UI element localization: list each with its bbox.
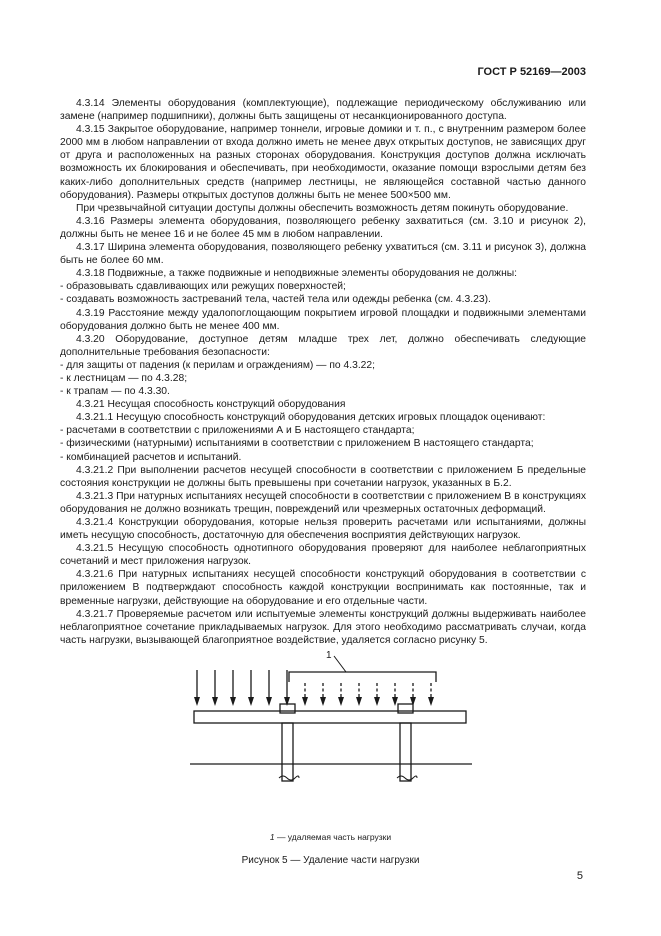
paragraph: 4.3.21.5 Несущую способность однотипного оборудования проверяют для наиболее неблагоприятных сочетаний и мест приложения нагрузок. xyxy=(60,543,586,568)
figure-caption: Рисунок 5 — Удаление части нагрузки xyxy=(241,855,420,866)
right-support-cap xyxy=(398,704,413,713)
paragraph: 4.3.20 Оборудование, доступное детям младше трех лет, должно обеспечивать следующие дополнительные требования безопасности: xyxy=(60,333,586,358)
callout-leader xyxy=(334,656,346,672)
paragraph: - расчетами в соответствии с приложениями А и Б настоящего стандарта; xyxy=(60,425,415,437)
paragraph: При чрезвычайной ситуации доступы должны обеспечить возможность детям покинуть оборудование. xyxy=(76,202,569,214)
paragraph: 4.3.18 Подвижные, а также подвижные и неподвижные элементы оборудования не должны: xyxy=(76,268,518,280)
paragraph: 4.3.21.4 Конструкции оборудования, которые нельзя проверить расчетами или испытаниями, должны иметь несущую способность, достаточную для обеспечения восприятия действующих нагрузок. xyxy=(60,517,586,542)
paragraph: - комбинацией расчетов и испытаний. xyxy=(60,451,242,463)
paragraph: 4.3.17 Ширина элемента оборудования, позволяющего ребенку ухватиться (см. 3.11 и рисунок 3), должна быть не более 60 мм. xyxy=(60,242,586,267)
paragraph: 4.3.21.6 При натурных испытаниях несущей способности конструкций оборудования в соответствии с приложением В подтверждают способность каждой конструкции воспринимать как постоянные, так и временные нагрузки, действующие на оборудование и его отдельные части. xyxy=(60,569,586,607)
paragraph: 4.3.21.2 При выполнении расчетов несущей способности в соответствии с приложением Б предельные состояния конструкции не должны быть превышены при сочетании нагрузок, указанных в Б.2. xyxy=(60,464,586,489)
applied-load-arrows xyxy=(197,670,287,697)
page-number: 5 xyxy=(576,870,583,882)
paragraph: 4.3.19 Расстояние между удалопоглощающим покрытием игровой площадки и подвижными элементами оборудования должно быть не менее 400 мм. xyxy=(60,307,586,332)
paragraph: 4.3.16 Размеры элемента оборудования, позволяющего ребенку захватиться (см. 3.10 и рисунок 2), должны быть не менее 16 и не более 45 мм в любом направлении. xyxy=(60,215,586,240)
paragraph: 4.3.21.7 Проверяемые расчетом или испытуемые элементы конструкций должны выдерживать наиболее неблагоприятное сочетание прикладываемых нагрузок. Для этого необходимо рассматривать случаи, когда часть нагрузки, вызывающей благоприятное воздействие, удаляется согласно рисунку 5. xyxy=(60,608,586,646)
removed-load-bracket xyxy=(289,672,436,682)
document-id: ГОСТ Р 52169—2003 xyxy=(477,66,586,78)
paragraph: - создавать возможность застреваний тела, частей тела или одежды ребенка (см. 4.3.23). xyxy=(60,294,491,306)
paragraph: - к трапам — по 4.3.30. xyxy=(60,386,170,398)
paragraph: - образовывать сдавливающих или режущих поверхностей; xyxy=(60,281,346,293)
paragraph: 4.3.21.1 Несущую способность конструкций оборудования детских игровых площадок оценивают: xyxy=(76,412,546,424)
removed-load-arrows xyxy=(305,683,431,697)
legend-text: — удаляемая часть нагрузки xyxy=(274,832,392,842)
paragraph: 4.3.21 Несущая способность конструкций оборудования xyxy=(76,399,346,411)
legend-number: 1 xyxy=(269,832,275,842)
paragraph: - к лестницам — по 4.3.28; xyxy=(60,372,188,384)
right-post xyxy=(400,723,411,781)
paragraph: 4.3.21.3 При натурных испытаниях несущей способности в соответствии с приложением В в конструкциях оборудования не должно возникать трещин, повреждений или чрезмерных остаточных деформаций. xyxy=(60,490,586,515)
paragraph: - физическими (натурными) испытаниями в соответствии с приложением В настоящего стандарта; xyxy=(60,438,534,450)
body-text xyxy=(60,97,586,647)
left-support-cap xyxy=(280,704,295,713)
figure-legend xyxy=(0,832,661,842)
paragraph: - для защиты от падения (к перилам и ограждениям) — по 4.3.22; xyxy=(60,359,375,371)
paragraph: 4.3.15 Закрытое оборудование, например тоннели, игровые домики и т. п., с внутренним размером более 2000 мм в любом направлении от входа должно иметь не менее двух открытых доступов, не зависящих друг от друга и расположенных на разных сторонах оборудования. Конструкция доступов должна исключать возможность их блокирования и обеспечивать, при необходимости, оказание помощи взрослыми детям без каких-либо дополнительных средств (например лестницы, не являющейся составной частью данного оборудования). Размеры открытых доступов должны быть не менее 500×500 мм. xyxy=(60,124,586,201)
left-post xyxy=(282,723,293,781)
beam xyxy=(194,711,466,723)
paragraph: 4.3.14 Элементы оборудования (комплектующие), подлежащие периодическому обслуживанию или замене (например подшипники), должны быть защищены от несанкционированного доступа. xyxy=(60,98,586,123)
callout-label: 1 xyxy=(326,650,332,661)
figure-5-load-removal xyxy=(186,648,476,816)
